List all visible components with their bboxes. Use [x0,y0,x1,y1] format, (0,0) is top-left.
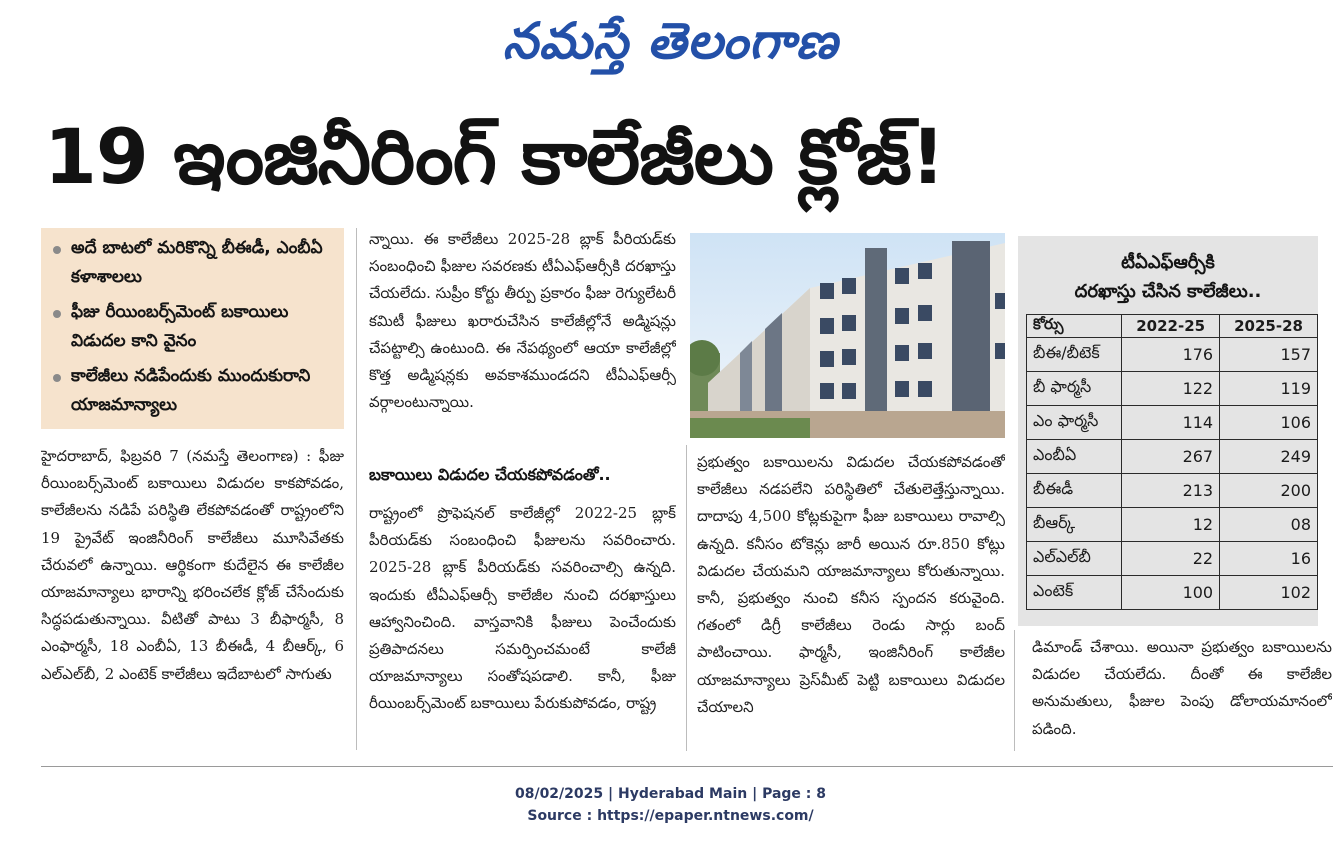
value-cell: 100 [1122,576,1220,610]
article-column-2-bottom: రాష్ట్రంలో ప్రొఫెషనల్ కాలేజీల్లో 2022-25 బ్లాక్ పీరియడ్‌కు సంబంధించి ఫీజులను సవరించారు. 2025-28 బ్లాక్ పీరియడ్‌కు సవరించాల్సి ఉన్నది. ఇందుకు టీఏఎఫ్ఆర్సీ కాలేజీల నుంచి దరఖాస్తులు ఆహ్వానించింది. వాస్తవానికి ఫీజులు పెంచేందుకు ప్రతిపాదనలు సమర్పించమంటే కాలేజీ యాజమాన్యాలు సంతోషపడాలి. కానీ, ఫీజు రీయింబర్స్‌మెంట్ బకాయిలు పేరుకుపోవడం, రాష్ట్ర [369,504,676,713]
value-cell: 157 [1220,338,1318,372]
course-cell: ఎం ఫార్మసీ [1027,406,1122,440]
highlight-item [51,362,338,420]
table-row [1027,542,1318,576]
table-row [1027,406,1318,440]
fee-applications-table [1026,314,1318,610]
table-header-row [1027,315,1318,338]
table-row [1027,338,1318,372]
value-cell: 200 [1220,474,1318,508]
table-title [1018,236,1318,314]
value-cell: 106 [1220,406,1318,440]
table-row [1027,576,1318,610]
table-row [1027,508,1318,542]
header-course: కోర్సు [1027,315,1122,338]
table-title-line1: టీఏఎఫ్ఆర్సీకి [1121,252,1215,273]
course-cell: ఎల్ఎల్‌బీ [1027,542,1122,576]
table-title-line2: దరఖాస్తు చేసిన కాలేజీలు.. [1074,281,1262,302]
value-cell: 119 [1220,372,1318,406]
table-row [1027,440,1318,474]
value-cell: 249 [1220,440,1318,474]
column-divider [1014,630,1015,751]
highlights-box [41,228,344,429]
value-cell: 176 [1122,338,1220,372]
column-divider [356,228,357,750]
footer-divider [41,766,1333,767]
header-2025-28: 2025-28 [1220,315,1318,338]
headline: 19 ఇంజినీరింగ్ కాలేజీలు క్లోజ్! [44,112,945,201]
course-cell: బీఈడీ [1027,474,1122,508]
course-cell: ఎంబీఏ [1027,440,1122,474]
course-cell: బీ ఫార్మసీ [1027,372,1122,406]
highlight-text: అదే బాటలో మరికొన్ని బీఈడీ, ఎంబీఏ కళాశాలలు [71,238,323,287]
value-cell: 08 [1220,508,1318,542]
table-row [1027,372,1318,406]
course-cell: ఎంటెక్ [1027,576,1122,610]
college-building-photo [690,233,1005,438]
bullet-icon [53,246,61,254]
highlight-item [51,234,338,292]
value-cell: 267 [1122,440,1220,474]
header-2022-25: 2022-25 [1122,315,1220,338]
value-cell: 114 [1122,406,1220,440]
highlight-text: కాలేజీలు నడిపేందుకు ముందుకురాని యాజమాన్యాలు [71,366,311,415]
article-column-4: డిమాండ్ చేశాయి. అయినా ప్రభుత్వం బకాయిలను విడుదల చేయలేదు. దీంతో ఈ కాలేజీల అనుమతులు, ఫీజుల పెంపు డోలాయమానంలో పడింది. [1032,638,1332,738]
article-subheading: బకాయిలు విడుదల చేయకపోవడంతో.. [369,465,611,484]
course-cell: బీఆర్క్ [1027,508,1122,542]
value-cell: 122 [1122,372,1220,406]
highlight-item [51,298,338,356]
fee-applications-box [1018,236,1318,626]
value-cell: 16 [1220,542,1318,576]
value-cell: 102 [1220,576,1318,610]
highlight-text: ఫీజు రీయింబర్స్‌మెంట్ బకాయిలు విడుదల కాని వైనం [71,302,289,351]
article-column-3: ప్రభుత్వం బకాయిలను విడుదల చేయకపోవడంతో కాలేజీలు నడపలేని పరిస్థితిలో చేతులెత్తేస్తున్నాయి. దాదాపు 4,500 కోట్లకుపైగా ఫీజు బకాయిలు రావాల్సి ఉన్నది. కనీసం టోకెన్లు జారీ అయిన రూ.850 కోట్లు విడుదల చేయమని యాజమాన్యాలు కోరుతున్నాయి. కానీ, ప్రభుత్వం నుంచి కనీస స్పందన కరువైంది. గతంలో డిగ్రీ కాలేజీలు రెండు సార్లు బంద్ పాటించాయి. ఫార్మసీ, ఇంజినీరింగ్ కాలేజీల యాజమాన్యాలు ప్రెస్‌మీట్ పెట్టి బకాయిలు విడుదల చేయాలని [697,453,1005,716]
value-cell: 12 [1122,508,1220,542]
value-cell: 213 [1122,474,1220,508]
footer-edition-info: 08/02/2025 | Hyderabad Main | Page : 8 [514,786,827,802]
footer-source-link[interactable]: Source : https://epaper.ntnews.com/ [527,808,814,824]
bullet-icon [53,310,61,318]
value-cell: 22 [1122,542,1220,576]
course-cell: బీఈ/బీటెక్ [1027,338,1122,372]
newspaper-masthead: నమస్తే తెలంగాణ [502,11,839,70]
article-column-1: హైదరాబాద్, ఫిబ్రవరి 7 (నమస్తే తెలంగాణ) : ఫీజు రీయింబర్స్‌మెంట్ బకాయిలు విడుదల కాకపోవడం, కాలేజీలను నడిపే పరిస్థితి లేకపోవడంతో రాష్ట్రంలోని 19 ప్రైవేట్ ఇంజినీరింగ్ కాలేజీలు మూసివేతకు చేరువలో ఉన్నాయి. ఆర్థికంగా కుదేలైన ఈ కాలేజీల యాజమాన్యాలు భారాన్ని భరించలేక క్లోజ్ చేసేందుకు సిద్ధపడుతున్నాయి. వీటితో పాటు 3 బీఫార్మసీ, 8 ఎంఫార్మసీ, 18 ఎంబీఏ, 13 బీఈడీ, 4 బీఆర్క్, 6 ఎల్ఎల్‌బీ, 2 ఎంటెక్ కాలేజీలు ఇదేబాటలో సాగుతు [41,447,344,683]
article-column-2-top: న్నాయి. ఈ కాలేజీలు 2025-28 బ్లాక్ పీరియడ్‌కు సంబంధించి ఫీజుల సవరణకు టీఏఎఫ్ఆర్సీకి దరఖాస్తు చేయలేదు. సుప్రీం కోర్టు తీర్పు ప్రకారం ఫీజు రెగ్యులేటరీ కమిటీ ఫీజులు ఖరారుచేసిన కాలేజీల్లోనే అడ్మిషన్లు చేపట్టాల్సి ఉంటుంది. ఈ నేపథ్యంలో ఆయా కాలేజీల్లో కొత్త అడ్మిషన్లకు అవకాశముండదని టీఏఎఫ్ఆర్సీ వర్గాలంటున్నాయి. [369,230,676,412]
column-divider [686,445,687,751]
table-row [1027,474,1318,508]
building-illustration [690,233,1005,438]
bullet-icon [53,374,61,382]
